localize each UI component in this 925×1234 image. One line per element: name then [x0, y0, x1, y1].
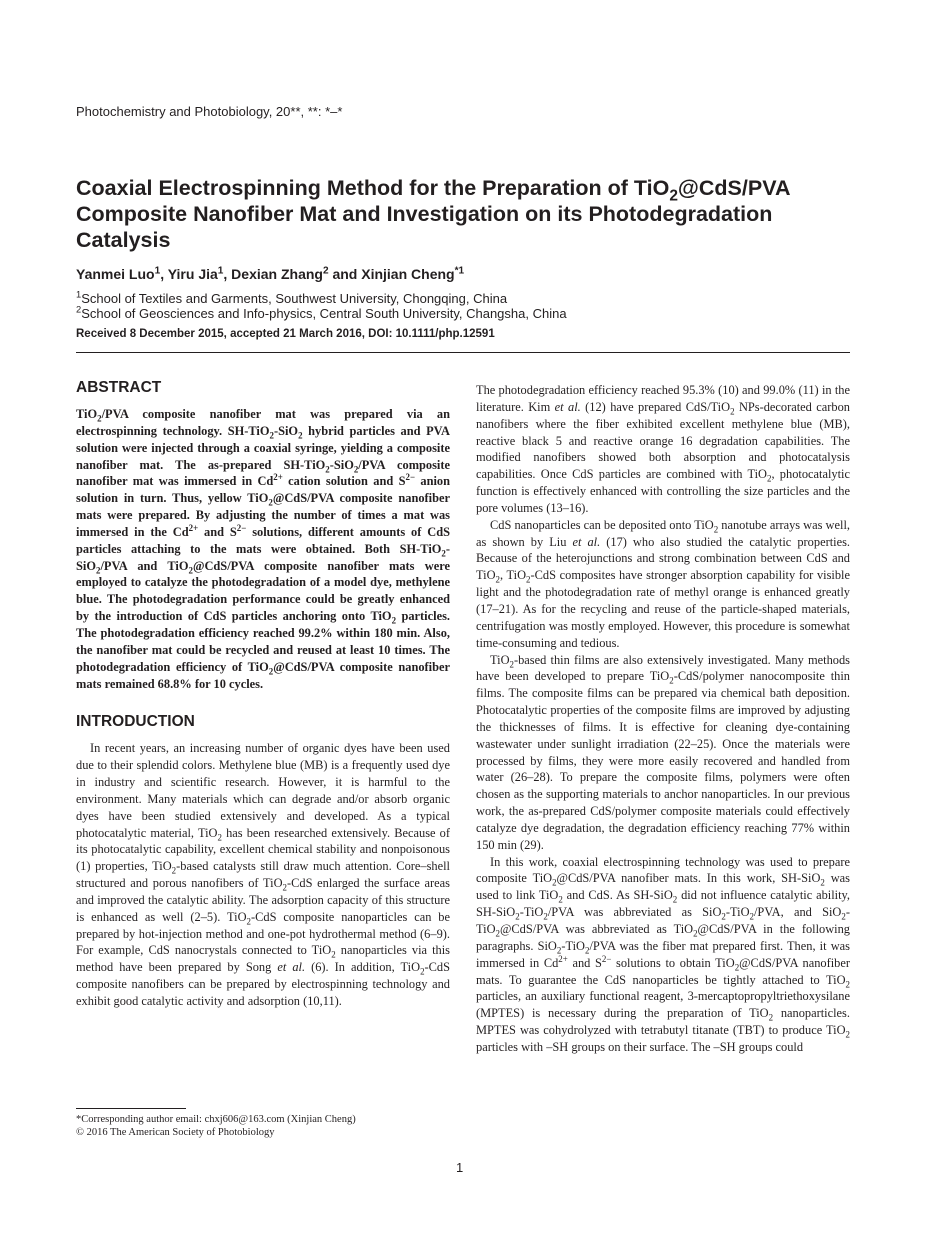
abstract-section: [76, 378, 450, 692]
journal-header: Photochemistry and Photobiology, 20**, **: *–*: [76, 104, 343, 119]
author: Dexian Zhang: [231, 266, 323, 282]
author-list: Yanmei Luo$^1$, Yiru Jia$^1$, Dexian Zhang$^2$ and Xinjian Cheng$^{*1}$: [76, 265, 465, 282]
page-number: 1: [456, 1160, 464, 1175]
footnote-divider: [76, 1108, 186, 1109]
author: Yanmei Luo: [76, 266, 155, 282]
body-paragraph: In this work, coaxial electrospinning technology was used to prepare composite TiO$_2$@CdS/PVA nanofiber mats. In this work, SH-SiO$_2$ was used to link TiO$_2$ and CdS. As SH-SiO$_2$ did not influence catalytic ability, SH-SiO$_2$-TiO$_2$/PVA was abbreviated as SiO$_2$-TiO$_2$/PVA, and SiO$_2$-TiO$_2$@CdS/PVA was abbreviated as TiO$_2$@CdS/PVA in the following paragraphs. SiO$_2$-TiO$_2$/PVA was the fiber mat prepared first. Then, it was immersed in $Cd^{2+}$ and $S^{2-}$ solutions to obtain TiO$_2$@CdS/PVA nanofiber mats. To guarantee the CdS nanoparticles be tightly attached to TiO$_2$ particles, an auxiliary functional reagent, 3-mercaptopropyltriethoxysilane (MPTES) is necessary during the preparation of TiO$_2$ nanoparticles. MPTES was cohydrolyzed with tetrabutyl titanate (TBT) to produce TiO$_2$ particles with –SH groups on their surface. The –SH groups could: [476, 854, 851, 1054]
introduction-paragraph: In recent years, an increasing number of organic dyes have been used due to their splendid colors. Methylene blue (MB) is a frequently used dye in industry and scientific research. However, it is harmful to the environment. Many materials which can degrade and/or absorb organic dyes have been studied extensively and developed. As a typical photocatalytic material, TiO$_2$ has been researched extensively. Because of its photocatalytic capability, excellent chemical stability and nonpoisonous (1) properties, TiO$_2$-based catalysts still draw much attention. Core–shell structured and porous nanofibers of TiO$_2$-CdS enlarged the surface areas and improved the catalytic ability. The adsorption capacity of this structure is enhanced as well (2–5). TiO$_2$-CdS composite nanoparticles can be prepared by hot-injection method and one-pot hydrothermal method (6–9). For example, CdS nanocrystals connected to TiO$_2$ nanoparticles via this method have been prepared by Song et al. (6). In addition, TiO$_2$-CdS composite nanofibers can be prepared by electrospinning technology and exhibit good catalytic activity and adsorption (10,11).: [76, 741, 451, 1008]
header-divider: [76, 352, 850, 353]
left-column: [76, 378, 450, 1010]
paper-title: Coaxial Electrospinning Method for the Preparation of TiO$_2$@CdS/PVA Composite Nanofiber Mat and Investigation on its Photodegradation Catalysis: [76, 176, 790, 252]
body-paragraph: TiO$_2$-based thin films are also extensively investigated. Many methods have been developed to prepare TiO$_2$-CdS/polymer nanocomposite thin films. The composite films can be prepared via chemical bath deposition. Photocatalytic properties of the composite films are improved by adjusting the thicknesses of films. It is effective for cleaning dye-containing wastewater under sunlight irradiation (22–25). Once the materials were processed by films, they were more easily recovered and handled from water (26–28). To prepare the composite films, polymers were often chosen as the supporting materials to anchor nanoparticles. In our previous work, the as-prepared CdS/polymer composite materials could effectively catalyze dye degradation, the degradation efficiency reaching 77% within 150 min (29).: [476, 652, 850, 852]
author: Xinjian Cheng: [361, 266, 455, 282]
introduction-section: [76, 712, 450, 1010]
introduction-heading: INTRODUCTION: [76, 713, 195, 731]
affiliation-2: $^2$School of Geosciences and Info-physics, Central South University, Changsha, China: [76, 304, 567, 321]
copyright-note: © 2016 The American Society of Photobiology: [76, 1127, 275, 1138]
received-line: Received 8 December 2015, accepted 21 March 2016, DOI: 10.1111/php.12591: [76, 328, 495, 340]
affiliation-1: $^1$School of Textiles and Garments, Southwest University, Chongqing, China: [76, 289, 508, 306]
abstract-body: TiO$_2$/PVA composite nanofiber mat was prepared via an electrospinning technology. SH-TiO$_2$-SiO$_2$ hybrid particles and PVA solution were injected through a coaxial syringe, yielding a composite nanofiber mat. The as-prepared SH-TiO$_2$-SiO$_2$/PVA composite nanofiber mat was immersed in $Cd^{2+}$ cation solution and $S^{2-}$ anion solution in turn. Thus, yellow TiO$_2$@CdS/PVA composite nanofiber mats were prepared. By adjusting the number of times a mat was immersed in the $Cd^{2+}$ and $S^{2-}$ solutions, different amounts of CdS particles attaching to the mats were obtained. Both SH-TiO$_2$-SiO$_2$/PVA and TiO$_2$@CdS/PVA composite nanofiber mats were employed to catalyze the photodegradation of a model dye, methylene blue. The photodegradation performance could be greatly enhanced by the introduction of CdS particles anchoring onto TiO$_2$ particles. The photodegradation efficiency reached 99.2% within 180 min. Also, the nanofiber mat could be recycled and reused at least 10 times. The photodegradation efficiency of TiO$_2$@CdS/PVA composite nanofiber mats remained 68.8% for 10 cycles.: [76, 407, 451, 691]
abstract-heading: ABSTRACT: [76, 379, 162, 396]
corresponding-author-note: *Corresponding author email: chxj606@163.com (Xinjian Cheng): [76, 1114, 356, 1125]
right-column: [476, 382, 850, 1056]
body-paragraph: CdS nanoparticles can be deposited onto TiO$_2$ nanotube arrays was well, as shown by Liu et al. (17) who also studied the catalytic properties. Because of the heterojunctions and strong combination between CdS and TiO$_2$, TiO$_2$-CdS composites have stronger absorption capability for visible light and the photodegradation rate of methyl orange is enhanced greatly (17–21). As for the recycling and reuse of the particle-shaped materials, centrifugation was mostly employed. However, this procedure is somewhat time-consuming and tedious.: [476, 517, 850, 650]
body-paragraph: The photodegradation efficiency reached 95.3% (10) and 99.0% (11) in the literature. Kim et al. (12) have prepared CdS/TiO$_2$ NPs-decorated carbon nanofibers where the fiber exhibited excellent methylene blue (MB), reactive black 5 and reactive orange 16 degradation capabilities. The modified nanofibers showed both absorption and photocatalysis capabilities. Once CdS particles are combined with TiO$_2$, photocatalytic function is effectively enhanced with controlling the size particles and the pore volumes (13–16).: [476, 383, 850, 515]
author: Yiru Jia: [167, 266, 218, 282]
